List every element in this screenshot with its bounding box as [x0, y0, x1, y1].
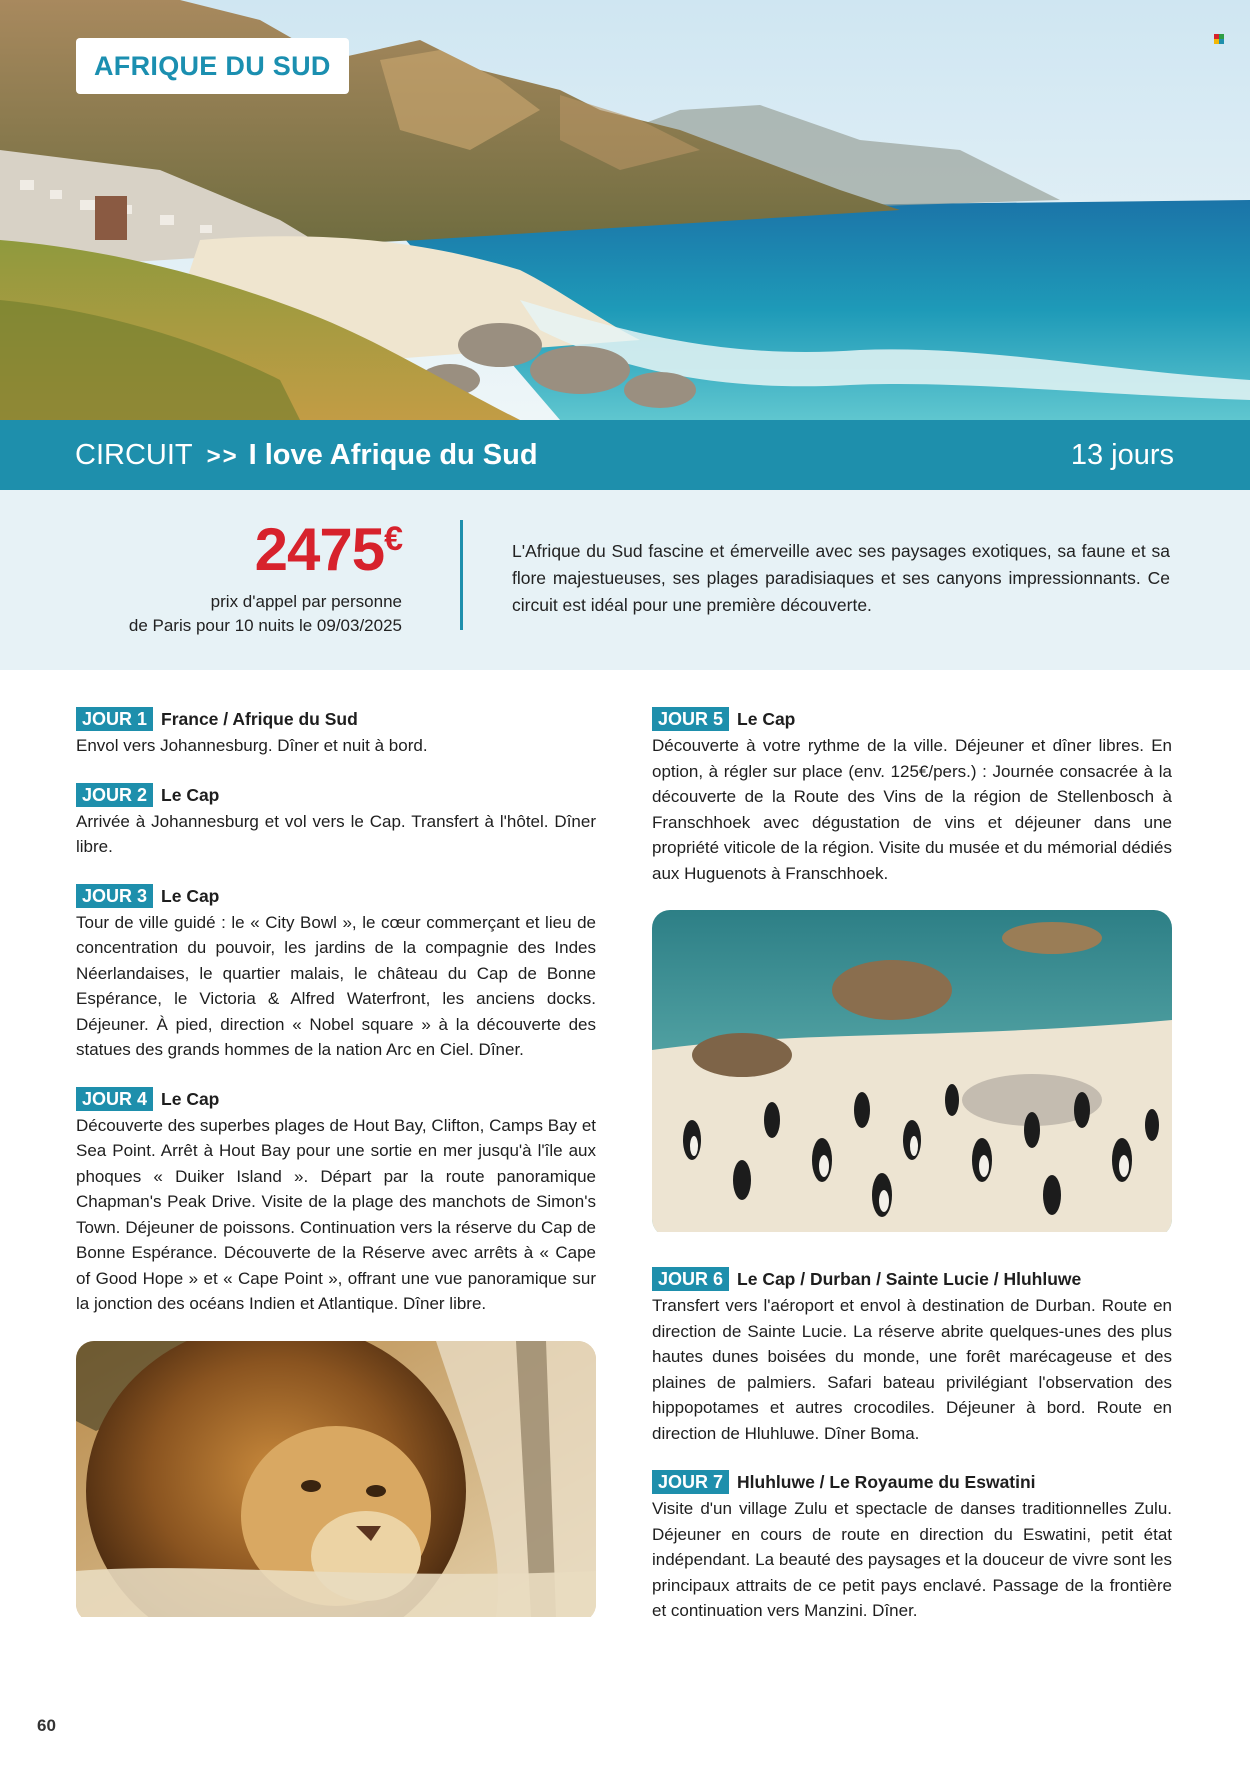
day-text: Envol vers Johannesburg. Dîner et nuit à bord.	[76, 736, 428, 755]
day-2	[76, 783, 596, 860]
day-text: Découverte à votre rythme de la ville. Déjeuner et dîner libres. En option, à régler sur place (env. 125€/pers.) : Journée consacrée à la découverte de la Route des Vins de la région de Stellenbosch à Franschhoek avec dégustation de vins et déjeuner dans une propriété viticole de la région. Visite du musée et du mémorial dédiés aux Huguenots à Franschhoek.	[652, 736, 1172, 883]
day-title: Le Cap	[161, 885, 220, 906]
lion-illustration	[76, 1341, 596, 1617]
day-text: Arrivée à Johannesburg et vol vers le Cap. Transfert à l'hôtel. Dîner libre.	[76, 811, 596, 856]
circuit-label: CIRCUIT	[75, 439, 193, 471]
price	[254, 516, 402, 583]
day-heading	[76, 783, 596, 807]
day-title: Le Cap	[161, 1088, 220, 1109]
divider	[460, 520, 463, 630]
day-6	[652, 1267, 1172, 1446]
circuit-duration: 13 jours	[1070, 439, 1174, 471]
day-tag: JOUR 4	[76, 1087, 153, 1111]
day-title: Le Cap	[161, 784, 220, 805]
day-1	[76, 707, 596, 759]
penguins-photo	[652, 910, 1172, 1237]
day-heading	[76, 1087, 596, 1111]
day-text: Tour de ville guidé : le « City Bowl », le cœur commerçant et lieu de concentration du pouvoir, les jardins de la compagnie des Indes Néerlandaises, le quartier malais, le château du Cap de Bonne Espérance, le Victoria & Alfred Waterfront, les anciens docks. Déjeuner. À pied, direction « Nobel square » à la découverte des statues des grands hommes de la nation Arc en Ciel. Dîner.	[76, 912, 596, 1059]
corner-logo-icon	[1214, 34, 1224, 44]
day-text: Découverte des superbes plages de Hout Bay, Clifton, Camps Bay et Sea Point. Arrêt à Hout Bay pour une sortie en mer jusqu'à l'île aux phoques « Duiker Island ». Départ par la route panoramique Chapman's Peak Drive. Visite de la plage des manchots de Simon's Town. Déjeuner de poissons. Continuation vers la réserve du Cap de Bonne Espérance. Découverte de la Réserve avec arrêts à « Cape of Good Hope » et « Cape Point », offrant une vue panoramique sur la jonction des océans Indien et Atlantique. Dîner libre.	[76, 1115, 596, 1313]
day-text: Transfert vers l'aéroport et envol à destination de Durban. Route en direction de Sainte Lucie. La réserve abrite quelques-unes des plus hautes dunes boisées du monde, une forêt marécageuse et des plaines de palmiers. Safari bateau privilégiant l'observation des hippopotames et autres crocodiles. Déjeuner à bord. Route en direction de Hluhluwe. Dîner Boma.	[652, 1296, 1172, 1443]
price-currency: €	[384, 520, 402, 558]
day-tag: JOUR 5	[652, 707, 729, 731]
day-heading	[652, 1267, 1172, 1291]
penguins-illustration	[652, 910, 1172, 1232]
price-note-line1: prix d'appel par personne	[210, 592, 402, 611]
page-number: 60	[37, 1716, 56, 1735]
itinerary-left-column	[76, 707, 596, 1652]
circuit-description: L'Afrique du Sud fascine et émerveille avec ses paysages exotiques, sa faune et sa flore majestueuses, ses plages paradisiaques et ses canyons impressionnants. Ce circuit est idéal pour une première découverte.	[512, 541, 1170, 615]
day-heading	[76, 884, 596, 908]
circuit-band	[0, 420, 1250, 490]
country-tag: AFRIQUE DU SUD	[76, 38, 349, 94]
circuit-title	[75, 420, 538, 492]
day-title: Le Cap / Durban / Sainte Lucie / Hluhluwe	[737, 1269, 1082, 1289]
day-tag: JOUR 7	[652, 1470, 729, 1494]
day-4	[76, 1087, 596, 1317]
day-tag: JOUR 2	[76, 783, 153, 807]
day-text: Visite d'un village Zulu et spectacle de danses traditionnelles Zulu. Déjeuner en cours de route en direction du Eswatini, petit état indépendant. La beauté des paysages et la douceur de vivre sont les principaux attraits de ce petit pays enclavé. Passage de la frontière et continuation vers Manzini. Dîner.	[652, 1499, 1172, 1620]
day-tag: JOUR 6	[652, 1267, 729, 1291]
day-3	[76, 884, 596, 1063]
day-tag: JOUR 3	[76, 884, 153, 908]
day-heading	[652, 707, 1172, 731]
price-note	[129, 590, 402, 638]
price-value: 2475	[254, 516, 385, 583]
circuit-name: I love Afrique du Sud	[248, 439, 538, 471]
day-heading	[652, 1470, 1172, 1494]
day-7	[652, 1470, 1172, 1624]
price-note-line2: de Paris pour 10 nuits le 09/03/2025	[128, 616, 402, 635]
day-title: France / Afrique du Sud	[161, 709, 358, 729]
lion-photo	[76, 1341, 596, 1622]
itinerary-right-column	[652, 707, 1172, 1648]
day-title: Hluhluwe / Le Royaume du Eswatini	[737, 1472, 1036, 1492]
day-tag: JOUR 1	[76, 707, 153, 731]
separator-chevrons: >>	[206, 443, 239, 470]
day-5	[652, 707, 1172, 886]
day-heading	[76, 707, 596, 731]
day-title: Le Cap	[737, 709, 796, 729]
offer-panel	[0, 490, 1250, 670]
